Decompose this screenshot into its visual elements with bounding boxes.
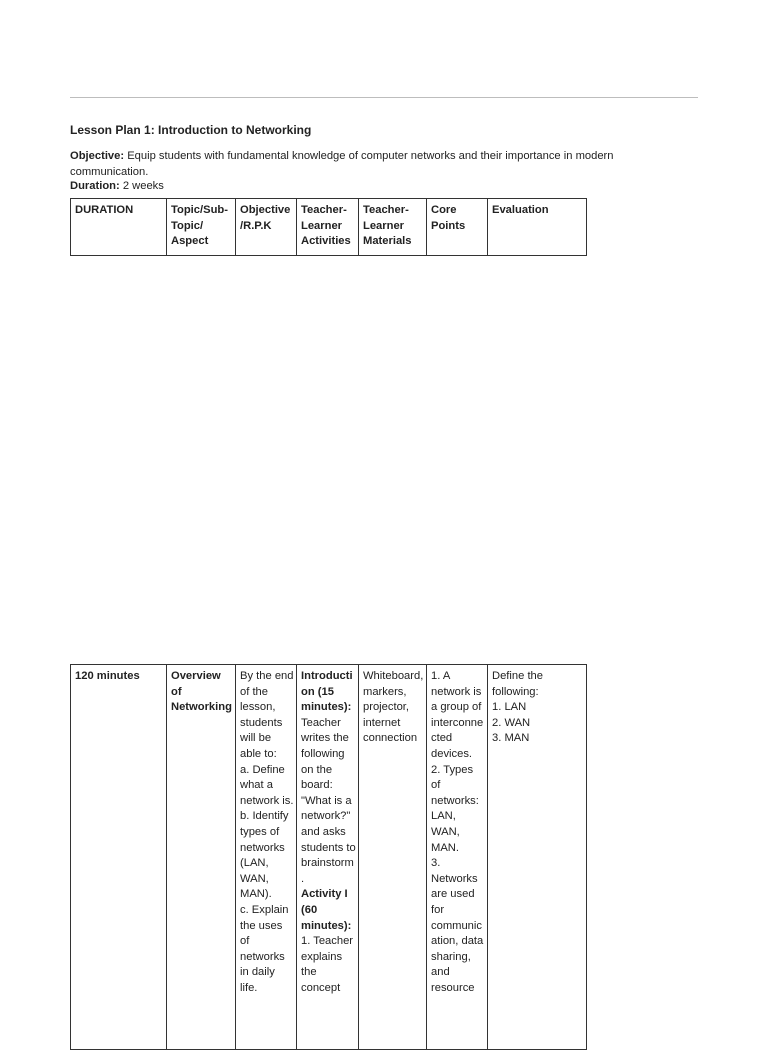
cell-objective xyxy=(236,665,297,1050)
cell-topic: Overview of Networking xyxy=(167,665,236,1050)
evaluation-line: 1. LAN xyxy=(492,701,527,714)
header-activities: Teacher-Learner Activities xyxy=(297,199,359,256)
cell-activities xyxy=(297,665,359,1050)
objective-line: a. Define what a network is. xyxy=(240,763,294,807)
duration-line xyxy=(70,180,164,192)
evaluation-line: Define the following: xyxy=(492,670,543,698)
header-topic: Topic/Sub-Topic/ Aspect xyxy=(167,199,236,256)
table-row xyxy=(71,665,587,1050)
objective-line: By the end of the lesson, students will be able to: xyxy=(240,670,294,760)
core-point: 3. Networks are used for communication, data sharing, and resource xyxy=(431,857,484,994)
duration-text: 2 weeks xyxy=(119,180,164,192)
table-header-row xyxy=(71,199,587,256)
objective-paragraph xyxy=(70,149,670,180)
header-objective: Objective /R.P.K xyxy=(236,199,297,256)
top-divider xyxy=(70,97,698,98)
intro-text: Teacher writes the following on the board: "What is a network?" and asks students to brainstorm. xyxy=(301,716,356,885)
core-point: 2. Types of networks: LAN, WAN, MAN. xyxy=(431,763,479,854)
cell-core-points xyxy=(427,665,488,1050)
activity-label: Activity I (60 minutes): xyxy=(301,888,352,932)
intro-label: Introduction (15 minutes): xyxy=(301,670,353,714)
objective-line: c. Explain the uses of networks in daily life. xyxy=(240,903,289,994)
evaluation-line: 2. WAN xyxy=(492,716,531,729)
objective-line: b. Identify types of networks (LAN, WAN, MAN). xyxy=(240,810,289,901)
header-duration: DURATION xyxy=(71,199,167,256)
evaluation-line: 3. MAN xyxy=(492,732,530,745)
objective-text: Equip students with fundamental knowledge of computer networks and their importance in modern communication. xyxy=(70,150,614,178)
lesson-title: Lesson Plan 1: Introduction to Networking xyxy=(70,123,312,137)
duration-label: Duration: xyxy=(70,180,120,192)
cell-evaluation xyxy=(488,665,587,1050)
cell-duration: 120 minutes xyxy=(71,665,167,1050)
cell-materials: Whiteboard, markers, projector, internet connection xyxy=(359,665,427,1050)
activity-text: 1. Teacher explains the concept xyxy=(301,935,354,994)
core-point: 1. A network is a group of interconnected devices. xyxy=(431,670,484,760)
objective-label: Objective: xyxy=(70,150,125,162)
header-materials: Teacher-Learner Materials xyxy=(359,199,427,256)
lesson-table-header xyxy=(70,198,587,256)
lesson-table-body xyxy=(70,664,587,1050)
header-core-points: Core Points xyxy=(427,199,488,256)
header-evaluation: Evaluation xyxy=(488,199,587,256)
